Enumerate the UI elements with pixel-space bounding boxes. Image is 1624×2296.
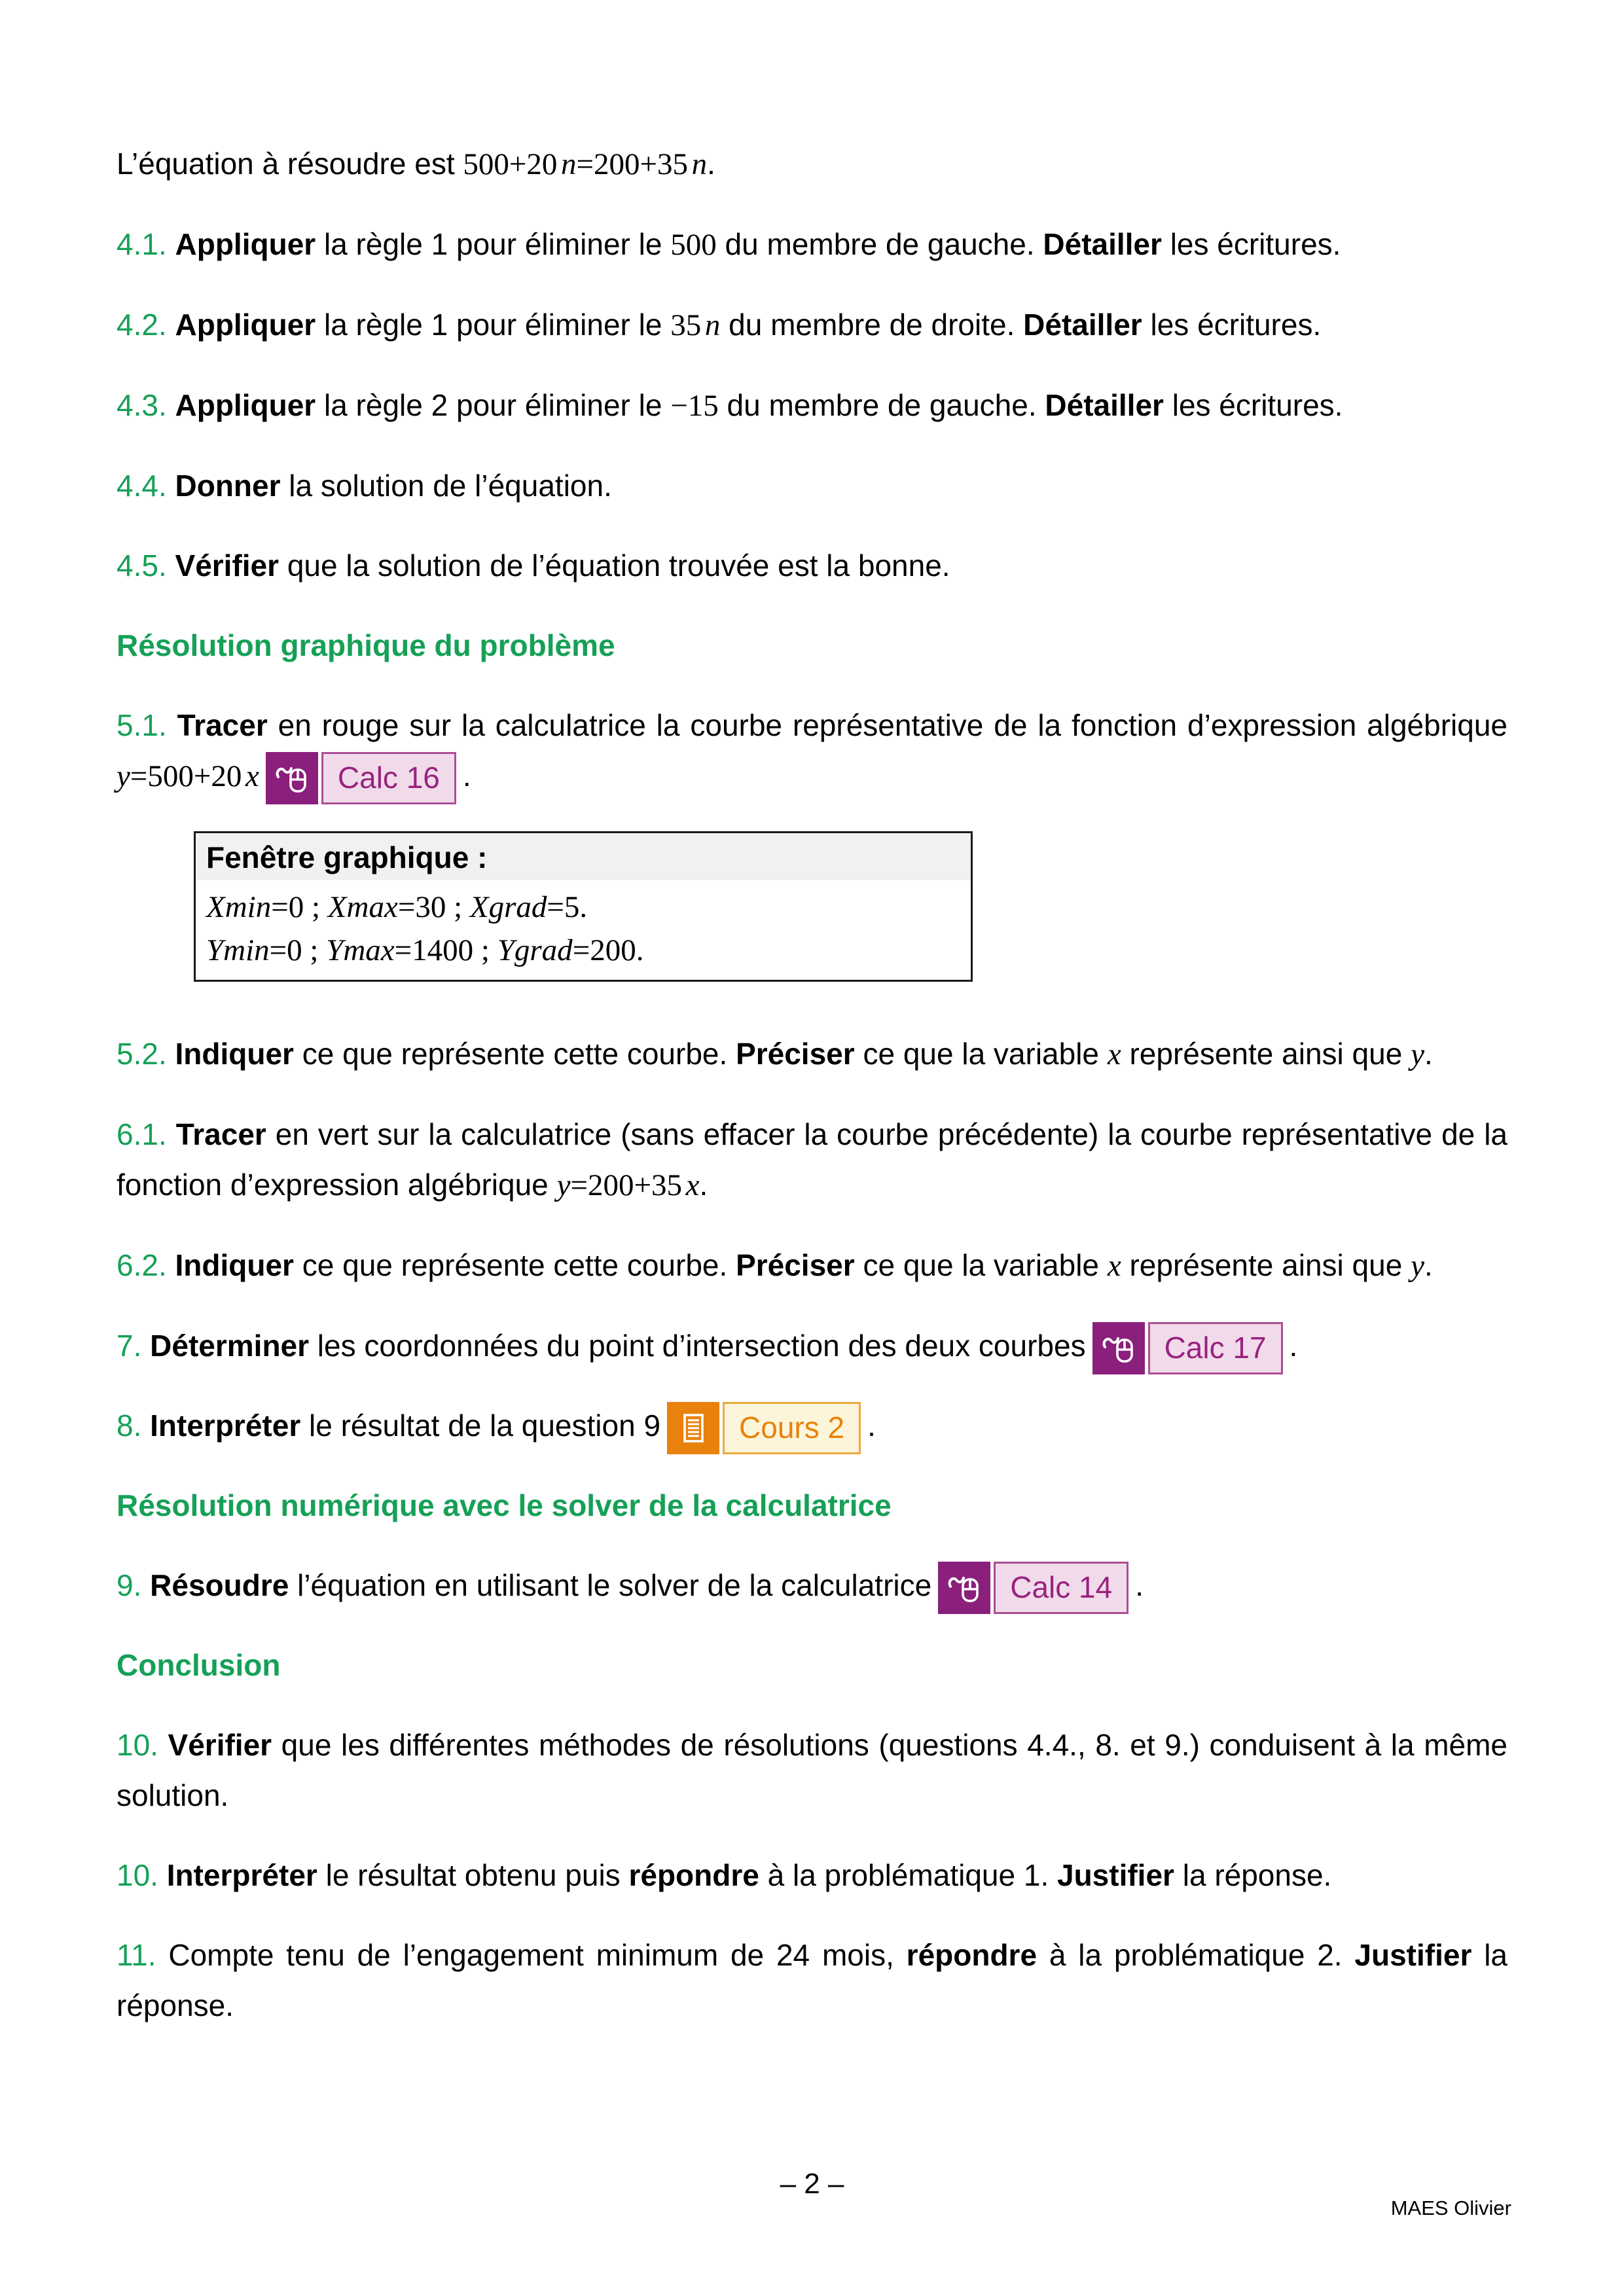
math-value: =0 ;	[271, 890, 328, 924]
calc-14-badge[interactable]	[938, 1562, 1128, 1614]
math-expression: =500+20	[130, 759, 242, 793]
intro-equation	[117, 139, 1507, 190]
verb-appliquer: Appliquer	[175, 227, 316, 261]
question-number: 4.5.	[117, 548, 175, 583]
question-number: 6.1.	[117, 1117, 176, 1151]
question-text: la règle 2 pour éliminer le	[316, 388, 671, 422]
question-number: 4.3.	[117, 388, 175, 422]
document-icon	[667, 1402, 719, 1454]
question-number: 10.	[117, 1858, 167, 1892]
math-expression: =200+35	[570, 1168, 682, 1202]
verb-indiquer: Indiquer	[175, 1037, 294, 1071]
author-name: MAES Olivier	[1390, 2197, 1511, 2219]
question-text: ce que représente cette courbe.	[293, 1037, 736, 1071]
question-text: la réponse.	[1174, 1858, 1332, 1892]
question-text: à la problématique 1.	[759, 1858, 1057, 1892]
question-5-2	[117, 1029, 1507, 1080]
math-value: =30 ;	[397, 890, 470, 924]
question-8	[117, 1401, 1507, 1451]
verb-indiquer: Indiquer	[175, 1248, 294, 1282]
math-variable-n: n	[691, 147, 708, 181]
math-500: 500	[670, 228, 717, 262]
math-expression: 500+20	[463, 147, 558, 181]
question-text: les écritures.	[1163, 388, 1343, 422]
verb-resoudre: Résoudre	[150, 1568, 289, 1602]
question-4-4	[117, 461, 1507, 511]
math-variable-x: x	[1107, 1037, 1121, 1071]
page-content	[117, 139, 1507, 2060]
math-ymin: Ymin	[206, 933, 270, 967]
math-value: =0 ;	[269, 933, 327, 967]
math-variable-y: y	[556, 1168, 571, 1202]
question-text: du membre de droite.	[720, 308, 1024, 342]
question-4-3	[117, 380, 1507, 431]
question-number: 4.4.	[117, 469, 175, 503]
verb-interpreter: Interpréter	[166, 1858, 317, 1892]
question-text: du membre de gauche.	[718, 388, 1045, 422]
period: .	[1424, 1248, 1433, 1282]
question-text: la règle 1 pour éliminer le	[316, 227, 671, 261]
question-9	[117, 1560, 1507, 1611]
question-text: en rouge sur la calculatrice la courbe représentative de la fonction d’expression algébrique	[267, 708, 1507, 742]
verb-donner: Donner	[175, 469, 281, 503]
math-expression: =200+35	[576, 147, 689, 181]
verb-detailler: Détailler	[1045, 388, 1164, 422]
question-text: les coordonnées du point d’intersection des deux courbes	[309, 1329, 1086, 1363]
calc-16-label: Calc 16	[321, 752, 456, 804]
verb-verifier: Vérifier	[168, 1728, 272, 1762]
question-text: représente ainsi que	[1121, 1037, 1411, 1071]
graph-window-box	[194, 831, 973, 982]
verb-repondre: répondre	[628, 1858, 759, 1892]
section-heading-graphique: Résolution graphique du problème	[117, 628, 615, 662]
period: .	[1135, 1568, 1144, 1602]
question-text: le résultat de la question 9	[300, 1408, 661, 1443]
question-text: en vert sur la calculatrice (sans effacer la courbe précédente) la courbe représentative de la fonction d’expression algébrique	[117, 1117, 1507, 1202]
cours-2-badge[interactable]	[667, 1402, 861, 1454]
question-text: la réponse.	[117, 1938, 1507, 2022]
math-xmin: Xmin	[206, 890, 272, 924]
math-xgrad: Xgrad	[469, 890, 547, 924]
calc-17-label: Calc 17	[1148, 1322, 1283, 1374]
question-text: ce que représente cette courbe.	[293, 1248, 736, 1282]
math-variable-x: x	[685, 1168, 700, 1202]
period: .	[1424, 1037, 1433, 1071]
section-heading-conclusion: Conclusion	[117, 1648, 281, 1682]
math-variable-n: n	[704, 308, 721, 342]
y-window-settings	[196, 929, 971, 980]
question-text: le résultat obtenu puis	[317, 1858, 629, 1892]
question-4-2	[117, 300, 1507, 351]
verb-detailler: Détailler	[1023, 308, 1142, 342]
question-text: les écritures.	[1161, 227, 1341, 261]
verb-repondre: répondre	[906, 1938, 1038, 1972]
question-text: Compte tenu de l’engagement minimum de 24 mois,	[168, 1938, 907, 1972]
period: .	[462, 759, 471, 793]
question-text: représente ainsi que	[1121, 1248, 1411, 1282]
verb-preciser: Préciser	[736, 1037, 855, 1071]
verb-interpreter: Interpréter	[150, 1408, 301, 1443]
question-6-1	[117, 1109, 1507, 1211]
graph-window-title: Fenêtre graphique :	[196, 833, 971, 880]
math-variable-y: y	[117, 759, 130, 793]
question-number: 5.1.	[117, 708, 177, 742]
question-text: que les différentes méthodes de résolutions (questions 4.4., 8. et 9.) conduisent à la même solution.	[117, 1728, 1507, 1812]
question-4-5	[117, 541, 1507, 591]
question-number: 6.2.	[117, 1248, 175, 1282]
question-text: ce que la variable	[854, 1248, 1108, 1282]
math-value: =200.	[572, 933, 644, 967]
verb-preciser: Préciser	[736, 1248, 855, 1282]
question-number: 11.	[117, 1938, 169, 1972]
question-6-2	[117, 1240, 1507, 1291]
question-text: la solution de l’équation.	[280, 469, 612, 503]
calc-16-badge[interactable]	[266, 752, 456, 804]
math-ymax: Ymax	[326, 933, 395, 967]
verb-tracer: Tracer	[175, 1117, 266, 1151]
question-number: 7.	[117, 1329, 151, 1363]
page-number: – 2 –	[780, 2168, 844, 2200]
calc-17-badge[interactable]	[1092, 1322, 1283, 1374]
math-ygrad: Ygrad	[497, 933, 573, 967]
x-window-settings	[196, 886, 971, 929]
question-10-interpreter	[117, 1850, 1507, 1901]
question-number: 10.	[117, 1728, 168, 1762]
period: .	[867, 1408, 876, 1443]
verb-verifier: Vérifier	[175, 548, 280, 583]
question-text: la règle 1 pour éliminer le	[316, 308, 671, 342]
math-value: =1400 ;	[394, 933, 497, 967]
mouse-icon	[938, 1562, 990, 1614]
question-number: 5.2.	[117, 1037, 175, 1071]
period: .	[699, 1168, 708, 1202]
math-minus-15: −15	[670, 389, 719, 423]
verb-appliquer: Appliquer	[175, 308, 316, 342]
math-variable-y: y	[1411, 1037, 1424, 1071]
period: .	[1289, 1329, 1298, 1363]
math-value: =5.	[547, 890, 588, 924]
question-number: 4.2.	[117, 308, 175, 342]
question-text: à la problématique 2.	[1037, 1938, 1355, 1972]
question-4-1	[117, 219, 1507, 270]
section-heading-numerique: Résolution numérique avec le solver de la calculatrice	[117, 1488, 892, 1522]
question-11	[117, 1930, 1507, 2031]
question-7	[117, 1321, 1507, 1371]
math-variable-x: x	[245, 759, 259, 793]
verb-tracer: Tracer	[177, 708, 268, 742]
math-xmax: Xmax	[327, 890, 398, 924]
verb-justifier: Justifier	[1354, 1938, 1472, 1972]
question-text: l’équation en utilisant le solver de la calculatrice	[289, 1568, 932, 1602]
question-10-verifier	[117, 1720, 1507, 1821]
verb-detailler: Détailler	[1043, 227, 1162, 261]
question-5-1	[117, 700, 1507, 802]
question-text: du membre de gauche.	[716, 227, 1043, 261]
question-number: 9.	[117, 1568, 151, 1602]
verb-appliquer: Appliquer	[175, 388, 316, 422]
verb-justifier: Justifier	[1057, 1858, 1174, 1892]
math-variable-n: n	[561, 147, 577, 181]
mouse-icon	[1092, 1322, 1145, 1374]
question-text: les écritures.	[1142, 308, 1322, 342]
question-text: que la solution de l’équation trouvée est la bonne.	[279, 548, 950, 583]
question-text: ce que la variable	[854, 1037, 1108, 1071]
math-35: 35	[670, 308, 702, 342]
intro-text: L’équation à résoudre est	[117, 147, 463, 181]
period: .	[707, 147, 715, 181]
verb-determiner: Déterminer	[150, 1329, 310, 1363]
calc-14-label: Calc 14	[994, 1562, 1128, 1614]
math-variable-y: y	[1411, 1249, 1424, 1283]
math-variable-x: x	[1107, 1249, 1121, 1283]
question-number: 8.	[117, 1408, 151, 1443]
cours-2-label: Cours 2	[723, 1402, 861, 1454]
question-number: 4.1.	[117, 227, 175, 261]
mouse-icon	[266, 752, 318, 804]
